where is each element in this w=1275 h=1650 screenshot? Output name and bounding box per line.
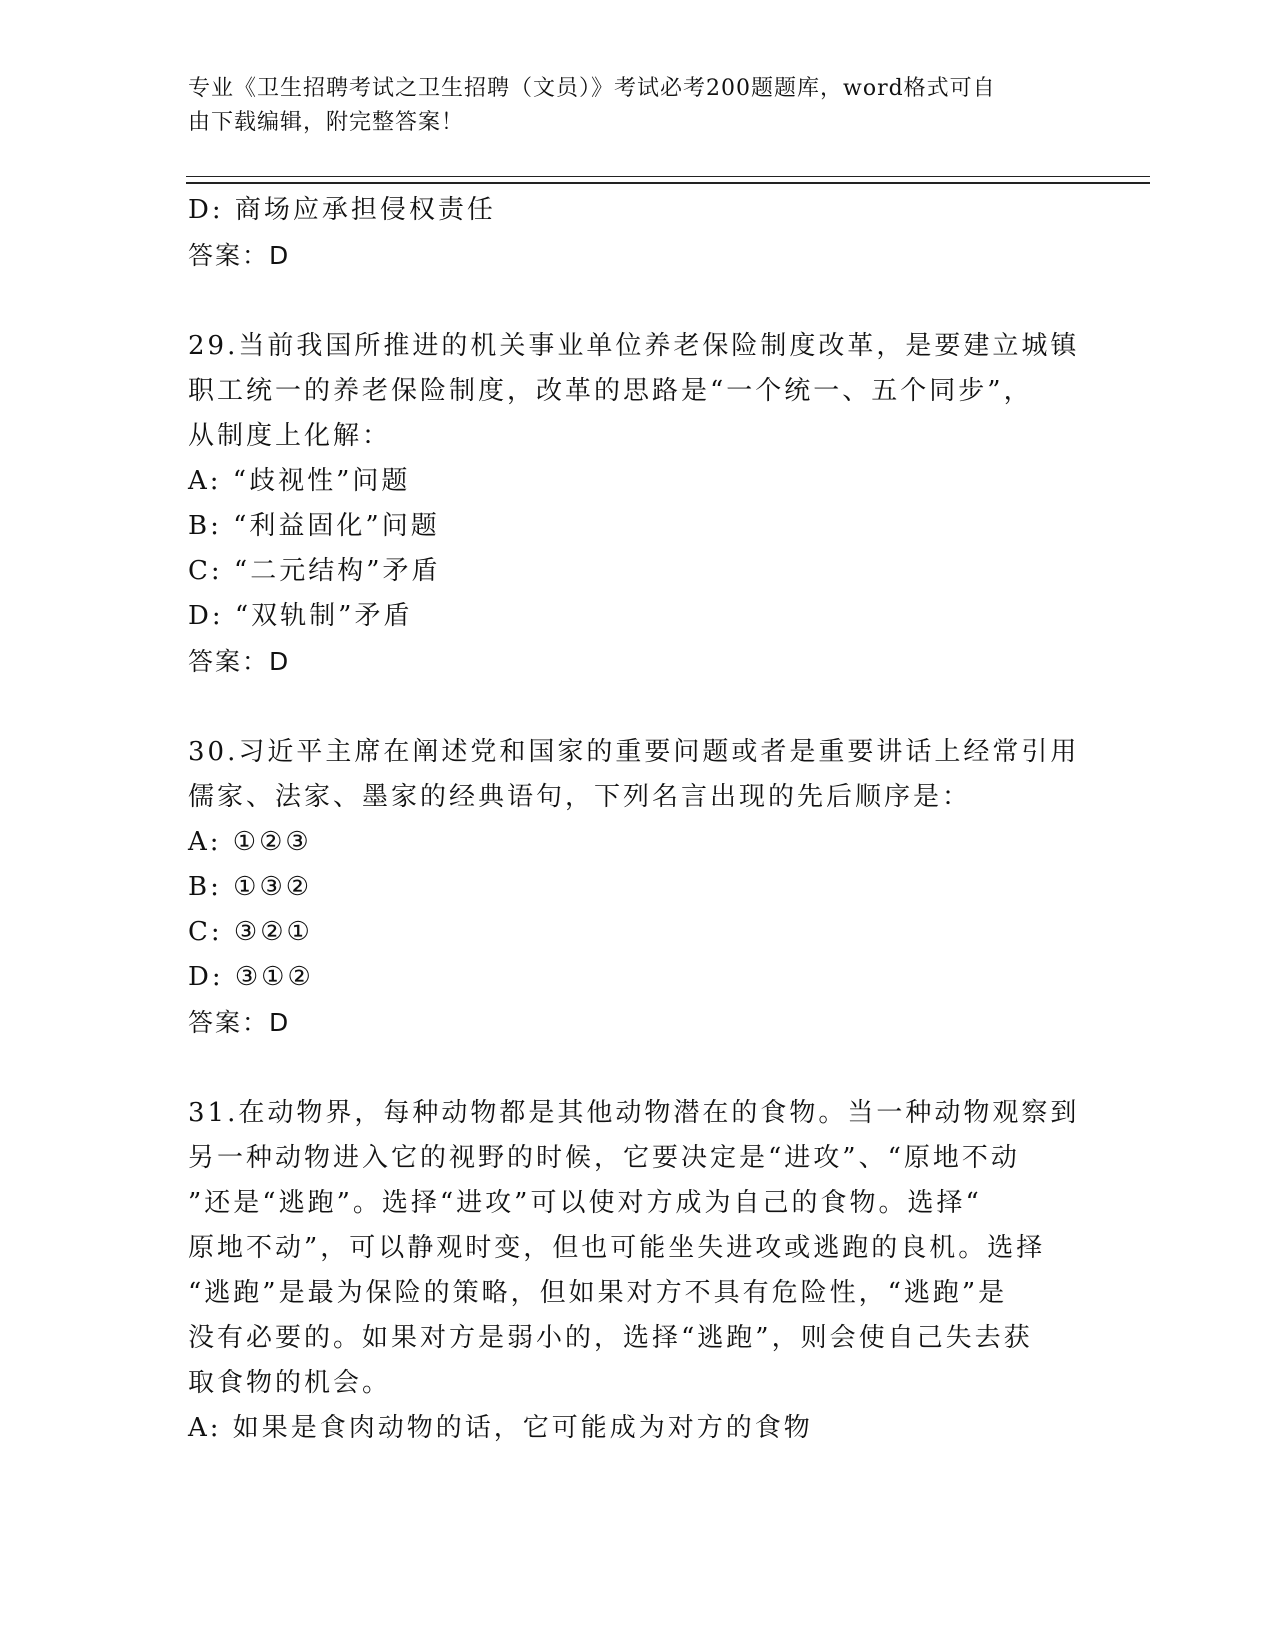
answer-line: 答案：D — [188, 1008, 291, 1037]
question-stem-line: 职工统一的养老保险制度，改革的思路是“一个统一、五个同步”， — [188, 376, 1033, 406]
question-stem-line: ”还是“逃跑”。选择“进攻”可以使对方成为自己的食物。选择“ — [188, 1188, 982, 1218]
option-d: D: ③①② — [188, 962, 314, 992]
option-b: B: ①③② — [188, 872, 313, 902]
question-content — [188, 188, 1078, 1451]
answer-line: 答案：D — [188, 647, 291, 676]
question-28-tail — [188, 188, 1078, 278]
option-c: C: ③②① — [188, 917, 313, 947]
option-b: B: “利益固化”问题 — [188, 511, 440, 541]
answer-line: 答案：D — [188, 241, 291, 270]
question-stem-line: 31.在动物界，每种动物都是其他动物潜在的食物。当一种动物观察到 — [188, 1098, 1080, 1128]
question-stem-line: 儒家、法家、墨家的经典语句，下列名言出现的先后顺序是： — [188, 782, 972, 812]
option-a: A: ①②③ — [188, 827, 312, 857]
option-a: A: “歧视性”问题 — [188, 466, 411, 496]
question-stem-line: 29.当前我国所推进的机关事业单位养老保险制度改革，是要建立城镇 — [188, 331, 1080, 361]
question-stem-line: 30.习近平主席在阐述党和国家的重要问题或者是重要讲话上经常引用 — [188, 737, 1080, 767]
spacer — [188, 684, 1078, 730]
question-30 — [188, 730, 1078, 1045]
question-stem-line: 另一种动物进入它的视野的时候，它要决定是“进攻”、“原地不动 — [188, 1143, 1020, 1173]
option-d: D: 商场应承担侵权责任 — [188, 195, 496, 225]
header-line-2: 由下载编辑，附完整答案！ — [188, 110, 465, 135]
option-d: D: “双轨制”矛盾 — [188, 601, 413, 631]
question-stem-line: “逃跑”是最为保险的策略，但如果对方不具有危险性，“逃跑”是 — [188, 1278, 1008, 1308]
header-divider — [186, 176, 1150, 184]
question-29 — [188, 324, 1078, 684]
option-c: C: “二元结构”矛盾 — [188, 556, 441, 586]
question-stem-line: 原地不动”，可以静观时变，但也可能坐失进攻或逃跑的良机。选择 — [188, 1233, 1046, 1263]
spacer — [188, 1045, 1078, 1091]
question-31 — [188, 1091, 1078, 1451]
option-a: A: 如果是食肉动物的话，它可能成为对方的食物 — [188, 1413, 813, 1443]
document-header — [188, 72, 1068, 140]
question-stem-line: 没有必要的。如果对方是弱小的，选择“逃跑”，则会使自己失去获 — [188, 1323, 1033, 1353]
header-line-1: 专业《卫生招聘考试之卫生招聘（文员）》考试必考200题题库，word格式可自 — [188, 76, 996, 101]
question-stem-line: 从制度上化解： — [188, 421, 392, 451]
question-stem-line: 取食物的机会。 — [188, 1368, 392, 1398]
spacer — [188, 278, 1078, 324]
